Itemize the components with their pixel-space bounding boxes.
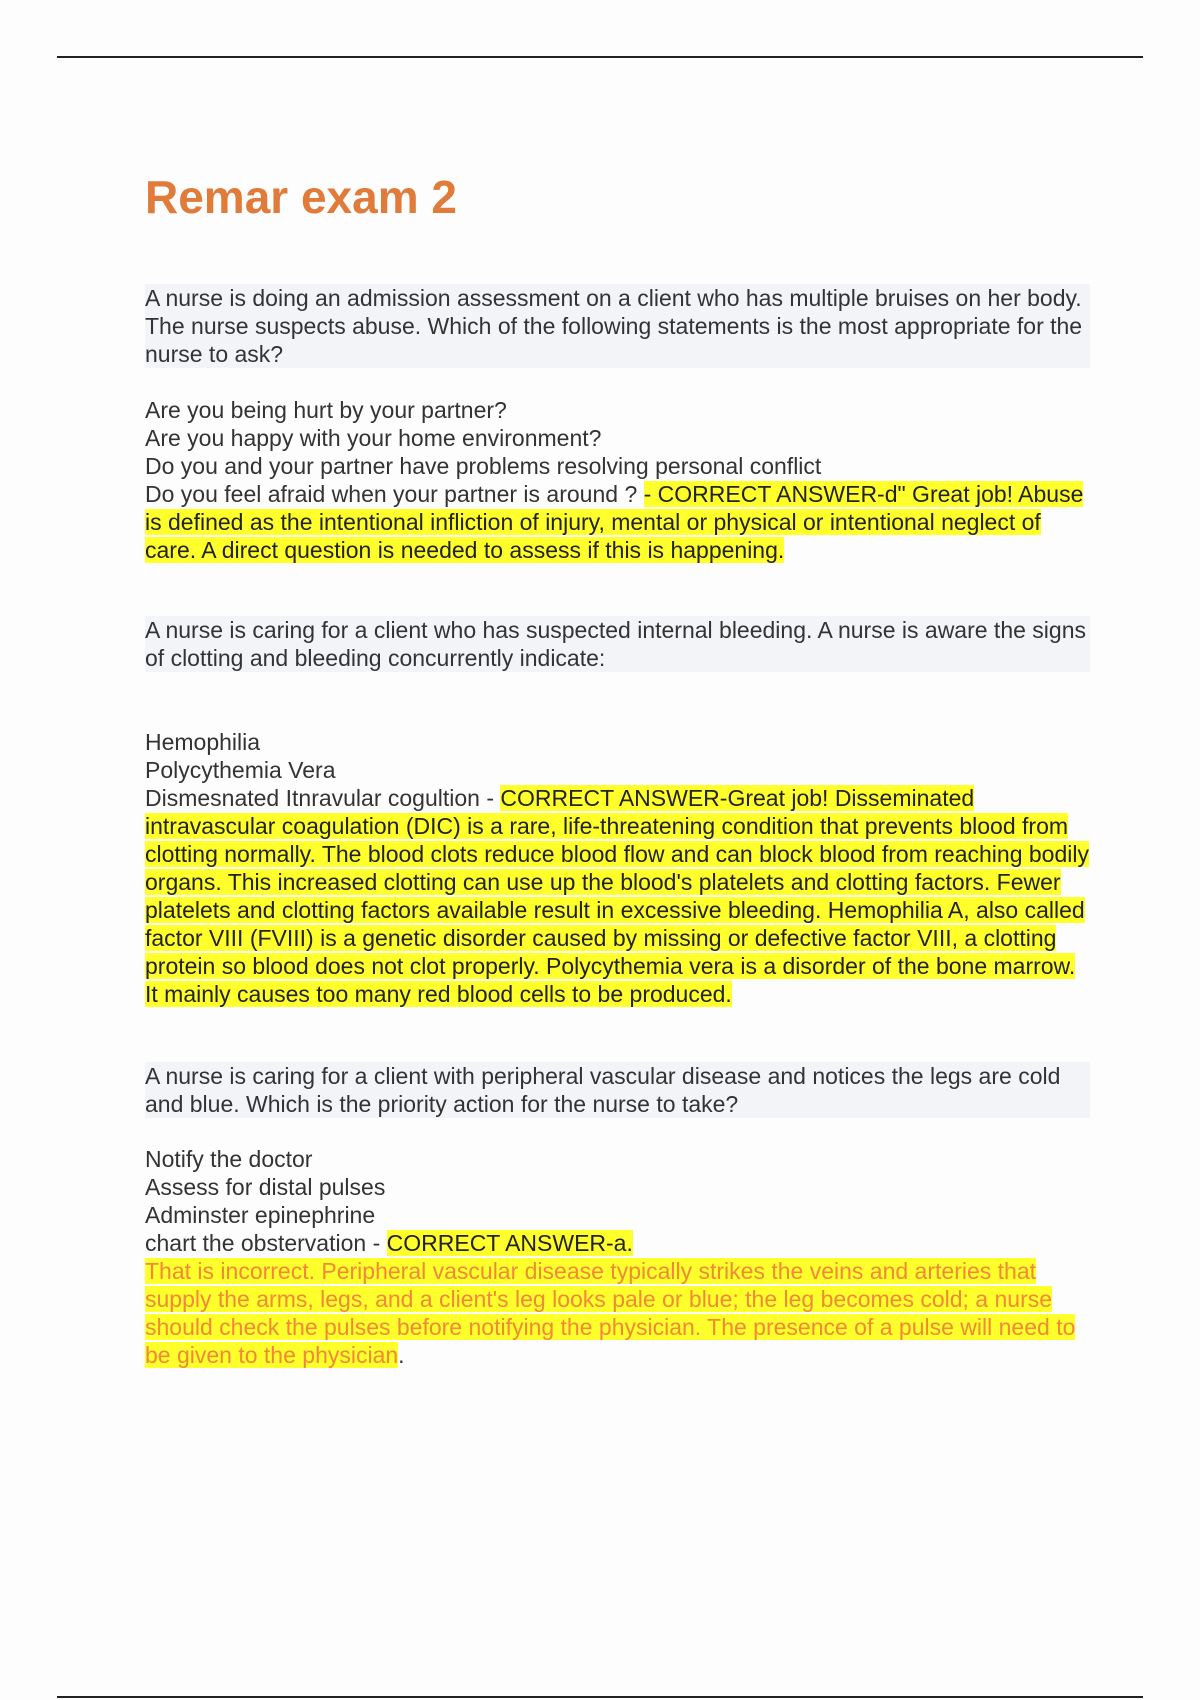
page-title: Remar exam 2 (145, 171, 457, 223)
answer-separator (637, 481, 643, 507)
explanation-trail: . (398, 1342, 405, 1368)
answer-option: Adminster epinephrine (145, 1202, 376, 1228)
answer-separator: - (479, 785, 501, 811)
answer-option: Assess for distal pulses (145, 1174, 386, 1200)
question-stem: A nurse is caring for a client with peripheral vascular disease and notices the legs are cold and blue. Which is the priority action for the nurse to take? (145, 1062, 1090, 1118)
document-body (145, 284, 1090, 1369)
answer-option: Hemophilia (145, 729, 261, 755)
top-rule (57, 56, 1143, 58)
question-2 (145, 616, 1090, 1008)
answer-option: Do you and your partner have problems resolving personal conflict (145, 453, 822, 479)
explanation-highlight: That is incorrect. Peripheral vascular disease typically strikes the veins and arteries that supply the arms, legs, and a client's leg looks pale or blue; the leg becomes cold; a nurse should check the pulses before notifying the physician. The presence of a pulse will need to be given to the physician (145, 1258, 1076, 1368)
answer-option: Do you feel afraid when your partner is around ? (145, 481, 638, 507)
explanation (145, 1257, 1090, 1369)
correct-answer-highlight: CORRECT ANSWER-a. (386, 1230, 633, 1256)
question-stem: A nurse is caring for a client who has suspected internal bleeding. A nurse is aware the signs of clotting and bleeding concurrently indicate: (145, 616, 1090, 672)
answer-line (145, 1229, 1090, 1257)
answer-line (145, 480, 1090, 564)
answer-option: Polycythemia Vera (145, 757, 336, 783)
correct-answer-highlight: - CORRECT ANSWER-d" Great job! Abuse is defined as the intentional infliction of injury, mental or physical or intentional neglect of care. A direct question is needed to assess if this is happening. (145, 481, 1084, 563)
answer-line (145, 784, 1090, 1008)
question-stem: A nurse is doing an admission assessment on a client who has multiple bruises on her body. The nurse suspects abuse. Which of the following statements is the most appropriate for the nurse to ask? (145, 284, 1090, 368)
answer-option: Are you being hurt by your partner? (145, 397, 507, 423)
answer-option: Dismesnated Itnravular cogultion (145, 785, 480, 811)
bottom-rule (57, 1696, 1143, 1698)
question-3 (145, 1062, 1090, 1369)
correct-answer-highlight: CORRECT ANSWER-Great job! Disseminated intravascular coagulation (DIC) is a rare, life-threatening condition that prevents blood from clotting normally. The blood clots reduce blood flow and can block blood from reaching bodily organs. This increased clotting can use up the blood's platelets and clotting factors. Fewer platelets and clotting factors available result in excessive bleeding. Hemophilia A, also called factor VIII (FVIII) is a genetic disorder caused by missing or defective factor VIII, a clotting protein so blood does not clot properly. Polycythemia vera is a disorder of the bone marrow. It mainly causes too many red blood cells to be produced. (145, 785, 1089, 1007)
answer-option: Are you happy with your home environment? (145, 425, 602, 451)
question-1 (145, 284, 1090, 564)
answer-option: Notify the doctor (145, 1146, 313, 1172)
answer-option: chart the obstervation (145, 1230, 367, 1256)
answer-separator: - (366, 1230, 387, 1256)
